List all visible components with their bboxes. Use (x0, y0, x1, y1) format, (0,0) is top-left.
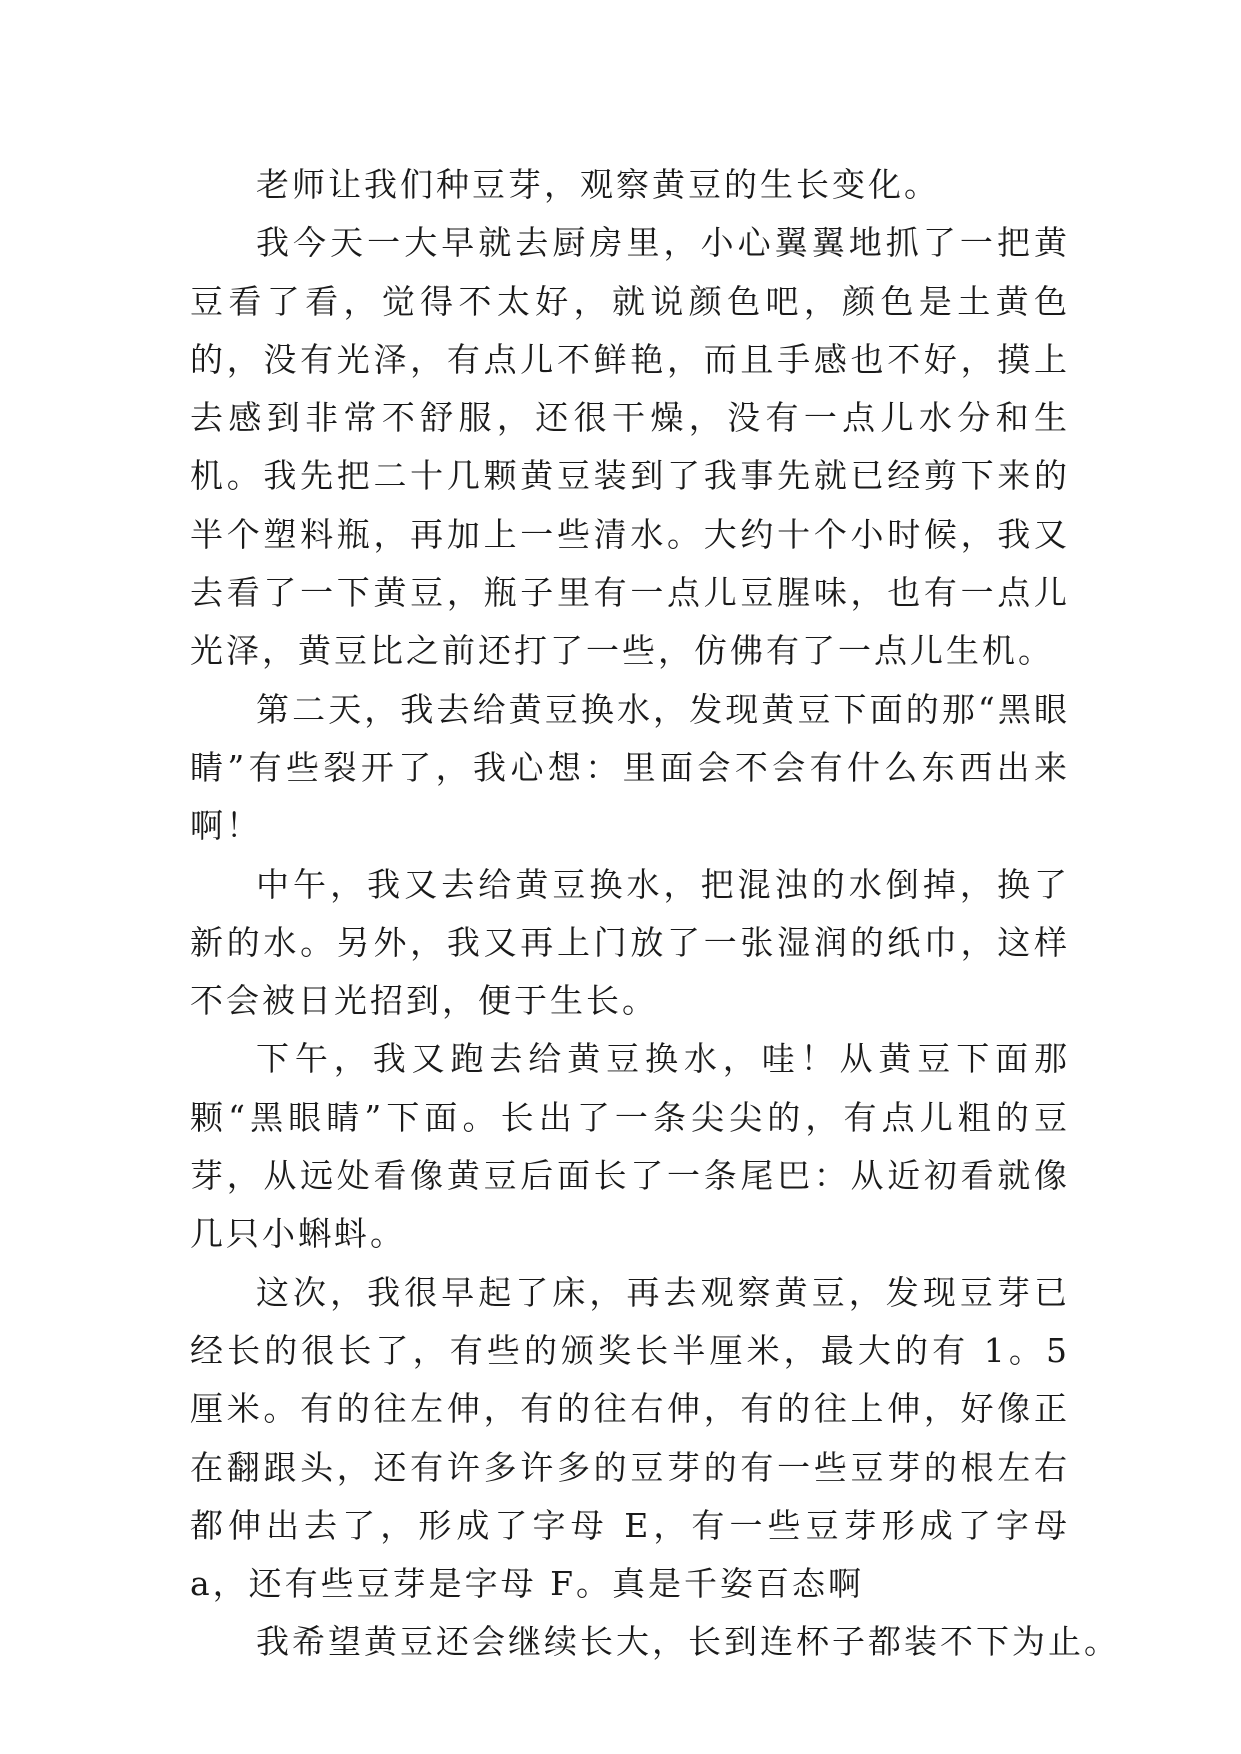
paragraph-6: 这次，我很早起了床，再去观察黄豆，发现豆芽已经长的很长了，有些的颁奖长半厘米，最大的有 1。5 厘米。有的往左伸，有的往右伸，有的往上伸，好像正在翻跟头，还有许多许多的豆芽的有一些豆芽的根左右都伸出去了，形成了字母 E，有一些豆芽形成了字母 a，还有些豆芽是字母 F。真是千姿百态啊 (190, 1272, 1070, 1604)
paragraph-4: 中午，我又去给黄豆换水，把混浊的水倒掉，换了新的水。另外，我又再上门放了一张湿润的纸巾，这样不会被日光招到，便于生长。 (190, 864, 1070, 1021)
document-body (190, 156, 1120, 1672)
paragraph-5: 下午，我又跑去给黄豆换水，哇！从黄豆下面那颗“黑眼睛”下面。长出了一条尖尖的，有点儿粗的豆芽，从远处看像黄豆后面长了一条尾巴：从近初看就像几只小蝌蚪。 (190, 1039, 1070, 1254)
paragraph-3: 第二天，我去给黄豆换水，发现黄豆下面的那“黑眼睛”有些裂开了，我心想：里面会不会有什么东西出来啊！ (190, 689, 1070, 846)
paragraph-1: 老师让我们种豆芽，观察黄豆的生长变化。 (256, 165, 940, 204)
paragraph-7: 我希望黄豆还会继续长大，长到连杯子都装不下为止。 (256, 1622, 1120, 1662)
paragraph-2: 我今天一大早就去厨房里，小心翼翼地抓了一把黄豆看了看，觉得不太好，就说颜色吧，颜色是土黄色的，没有光泽，有点儿不鲜艳，而且手感也不好，摸上去感到非常不舒服，还很干燥，没有一点儿水分和生机。我先把二十几颗黄豆装到了我事先就已经剪下来的半个塑料瓶，再加上一些清水。大约十个小时候，我又去看了一下黄豆，瓶子里有一点儿豆腥味，也有一点儿光泽，黄豆比之前还打了一些，仿佛有了一点儿生机。 (190, 223, 1070, 671)
